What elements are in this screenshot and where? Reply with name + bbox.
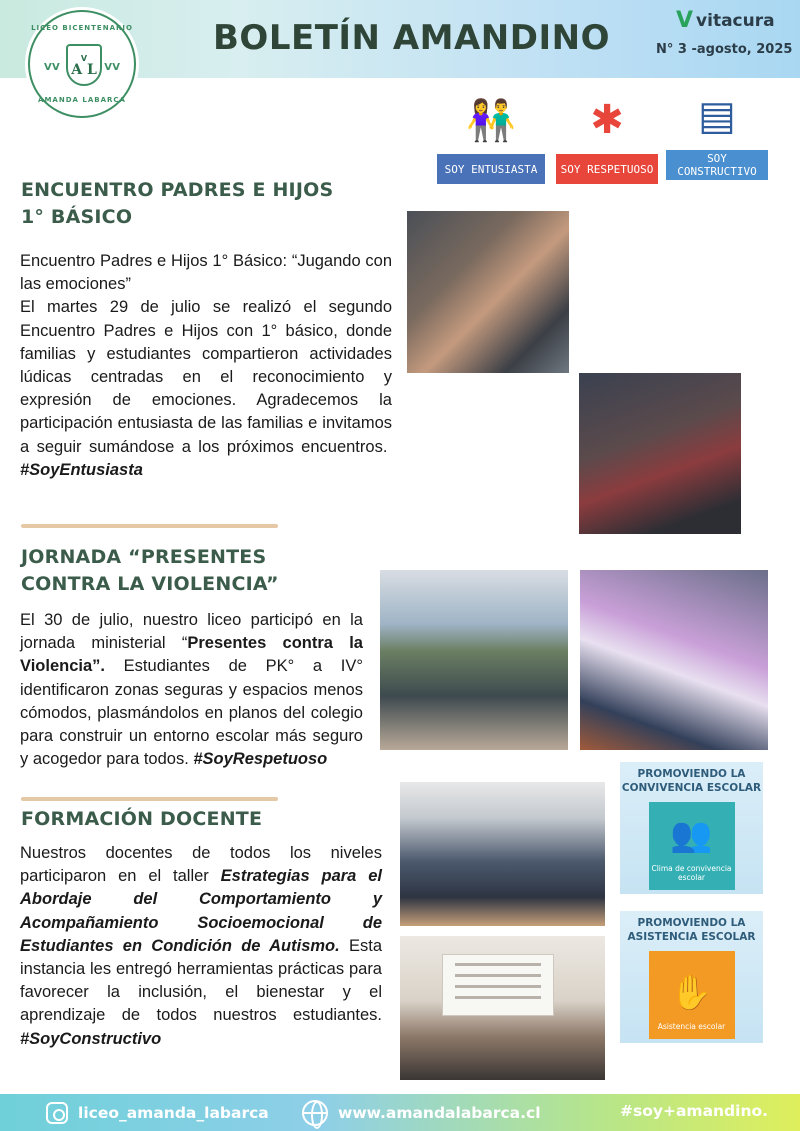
raised-hand-icon: ✋ [670,973,713,1013]
hashtag-entusiasta: #SoyEntusiasta [20,460,143,479]
promo-card [649,802,735,890]
promo-caption: Clima de convivencia escolar [651,864,732,882]
logo-mark-top: V [80,53,88,63]
promo-asistencia [620,911,763,1043]
promo-title: PROMOVIENDO LA CONVIVENCIA ESCOLAR [621,768,762,794]
newsletter-title: BOLETÍN AMANDINO [213,18,610,58]
people-icon: 👫 [466,97,516,144]
section2-body [20,609,363,771]
section2-text: El 30 de julio, nuestro liceo participó en la jornada ministerial “ [20,611,363,653]
two-people-icon: 👥 [670,815,713,855]
section2-title-line: JORNADA “PRESENTES [21,546,267,568]
section3-title: FORMACIÓN DOCENTE [21,808,263,830]
hashtag-respetuoso: #SoyRespetuoso [193,750,328,769]
brand-name: vitacura [696,11,775,31]
vitacura-brand [676,10,775,32]
logo-side-mark: V [112,62,120,73]
value-tag: SOY CONSTRUCTIVO [666,150,768,180]
promo-caption: Asistencia escolar [657,1022,726,1031]
value-respetuoso [556,90,658,184]
section1-title-line: 1° BÁSICO [21,206,133,228]
vitacura-v-icon: V [676,8,694,33]
section1-body [20,250,392,482]
promo-title: PROMOVIENDO LA ASISTENCIA ESCOLAR [627,917,756,943]
circle-of-people-icon: ✱ [590,97,624,143]
logo-side-mark: V [44,62,52,73]
section2-bold-text: Presentes contra la Violencia”. [20,634,363,676]
website-link[interactable] [302,1100,541,1126]
school-logo [28,10,136,118]
footer-hashtag: #soy+amandino. [620,1102,769,1120]
section-divider [21,797,278,801]
section2-title [21,544,279,598]
photo-school-courtyard [380,570,568,750]
instagram-icon [46,1102,68,1124]
section1-title [21,177,333,231]
logo-side-mark: V [104,62,112,73]
value-constructivo [666,86,768,180]
issue-label: N° 3 -agosto, 2025 [656,42,793,57]
value-tag: SOY RESPETUOSO [556,154,658,184]
logo-bottom-text: AMANDA LABARCA [38,96,126,104]
section3-text: Esta instancia les entregó herramientas prácticas para favorecer la inclusión, el bienestar y el aprendizaje de todos nuestros estudiantes. [20,936,382,1025]
globe-icon [302,1100,328,1126]
section-divider [21,524,278,528]
logo-side-mark: V [52,62,60,73]
footer-band [0,1094,800,1131]
value-entusiasta [437,90,545,184]
building-blocks-icon: ▤ [698,93,736,139]
section3-text: Nuestros docentes de todos los niveles participaron en el taller [20,844,382,886]
photo-parents-children-2 [579,373,741,534]
photo-parents-children-1 [407,211,569,373]
value-tag: SOY ENTUSIASTA [437,154,545,184]
instagram-link[interactable] [46,1102,269,1124]
website-url: www.amandalabarca.cl [338,1104,541,1122]
instagram-handle: liceo_amanda_labarca [78,1104,269,1122]
photo-students-drawing [580,570,768,750]
projector-screen [442,954,554,1016]
section2-text: Estudiantes de PK° a IV° identificaron zonas seguras y espacios menos cómodos, plasmándolos en planos del colegio para construir un entorno escolar más seguro y acogedor para todos. [20,657,363,769]
photo-teachers-group [400,782,605,926]
promo-card [649,951,735,1039]
section2-title-line: CONTRA LA VIOLENCIA” [21,573,279,595]
section1-text: El martes 29 de julio se realizó el segundo Encuentro Padres e Hijos con 1° básico, donde familias y estudiantes compartieron actividades lúdicas centradas en el reconocimiento y expresión de emociones. Agradecemos la participación entusiasta de las familias e invitamos a seguir sumándose a los próximos encuentros. [20,298,392,456]
section3-body [20,842,382,1051]
promo-convivencia [620,762,763,894]
section1-subtitle: Encuentro Padres e Hijos 1° Básico: “Jugando con las emociones” [20,252,392,294]
photo-teacher-workshop [400,936,605,1080]
logo-monogram: A L [71,61,97,78]
section1-title-line: ENCUENTRO PADRES E HIJOS [21,179,334,201]
section3-workshop-title: Estrategias para el Abordaje del Comportamiento y Acompañamiento Socioemocional de Estudiantes en Condición de Autismo. [20,867,382,955]
logo-top-text: LICEO BICENTENARIO [31,24,133,32]
hashtag-constructivo: #SoyConstructivo [20,1029,162,1048]
logo-shield [66,44,102,86]
